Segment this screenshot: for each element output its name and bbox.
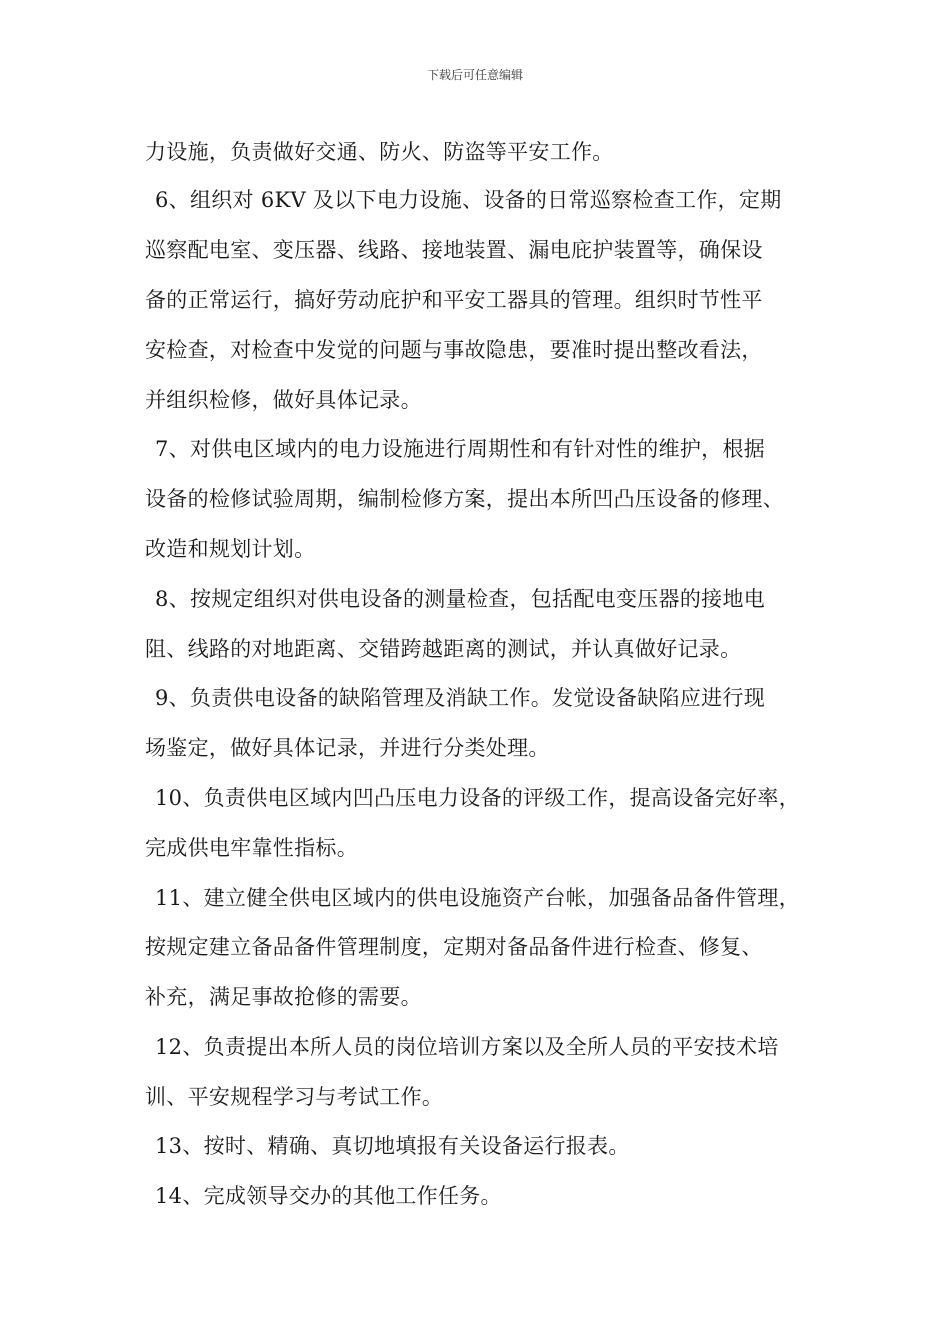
text-line: 补充，满足事故抢修的需要。 (145, 985, 422, 1009)
text-line: 力设施，负责做好交通、防火、防盗等平安工作。 (145, 140, 614, 164)
text-line: 阻、线路的对地距离、交错跨越距离的测试，并认真做好记录。 (145, 637, 742, 661)
text-line: 巡察配电室、变压器、线路、接地装置、漏电庇护装置等，确保设 (145, 238, 763, 262)
text-line: 10、负责供电区域内凹凸压电力设备的评级工作，提高设备完好率， (155, 786, 801, 810)
text-line: 设备的检修试验周期，编制检修方案，提出本所凹凸压设备的修理、 (145, 487, 784, 511)
text-line: 8、按规定组织对供电设备的测量检查，包括配电变压器的接地电 (155, 587, 766, 611)
text-line: 完成供电牢靠性指标。 (145, 836, 358, 860)
text-line: 按规定建立备品备件管理制度，定期对备品备件进行检查、修复、 (145, 935, 763, 959)
text-line: 安检查，对检查中发觉的问题与事故隐患，要准时提出整改看法， (145, 338, 763, 362)
text-line: 13、按时、精确、真切地填报有关设备运行报表。 (155, 1134, 630, 1158)
text-line: 7、对供电区域内的电力设施进行周期性和有针对性的维护，根据 (155, 437, 766, 461)
text-line: 改造和规划计划。 (145, 537, 316, 561)
text-line: 14、完成领导交办的其他工作任务。 (155, 1184, 502, 1208)
text-line: 12、负责提出本所人员的岗位培训方案以及全所人员的平安技术培 (155, 1035, 779, 1059)
text-line: 场鉴定，做好具体记录，并进行分类处理。 (145, 736, 550, 760)
text-line: 并组织检修，做好具体记录。 (145, 388, 422, 412)
text-line: 6、组织对 6KV 及以下电力设施、设备的日常巡察检查工作，定期 (155, 188, 782, 212)
text-line: 训、平安规程学习与考试工作。 (145, 1085, 444, 1109)
page-header: 下载后可任意编辑 (426, 68, 523, 82)
text-line: 备的正常运行，搞好劳动庇护和平安工器具的管理。组织时节性平 (145, 288, 763, 312)
text-line: 11、建立健全供电区域内的供电设施资产台帐，加强备品备件管理， (155, 886, 801, 910)
text-line: 9、负责供电设备的缺陷管理及消缺工作。发觉设备缺陷应进行现 (155, 686, 766, 710)
